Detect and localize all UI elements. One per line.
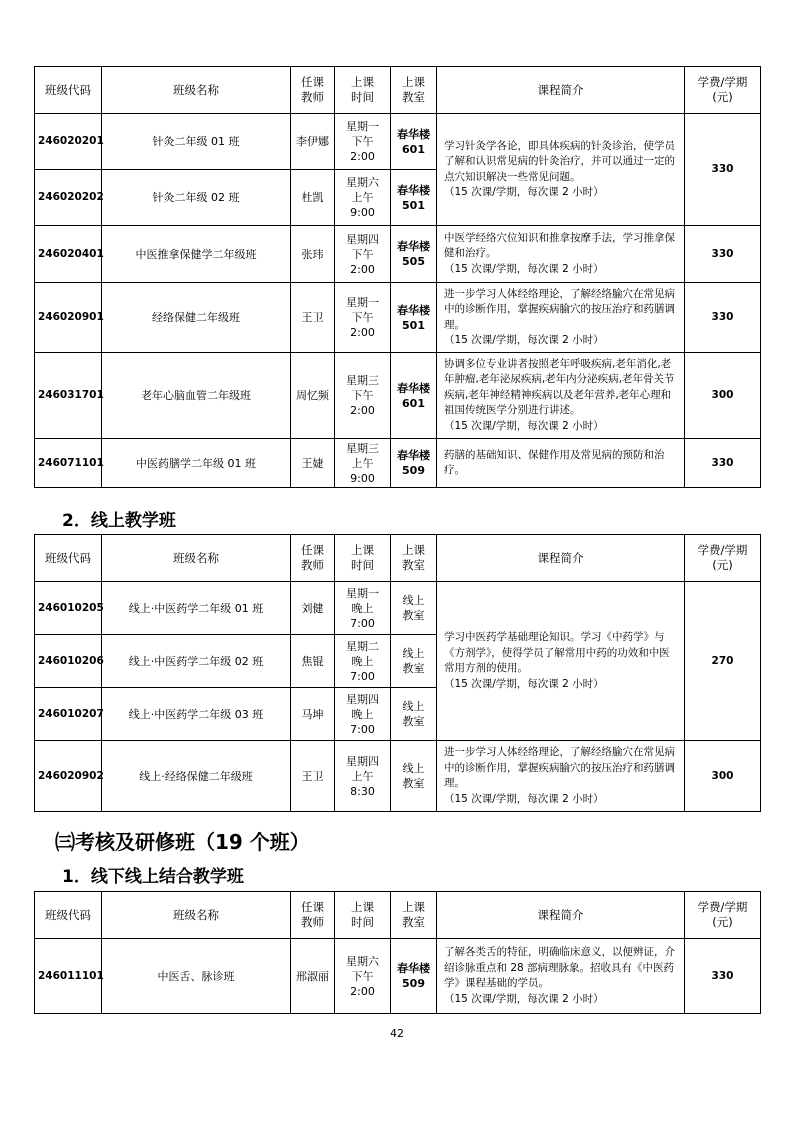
- class-table-online: [34, 534, 761, 812]
- tuition-fee: 300: [685, 741, 761, 812]
- tuition-fee: 270: [685, 582, 761, 741]
- class-code: 246010207: [35, 688, 102, 741]
- table-header-row: [35, 535, 761, 582]
- header-name: 班级名称: [102, 67, 291, 114]
- class-name: 线上·中医药学二年级 03 班: [102, 688, 291, 741]
- class-name: 中医推拿保健学二年级班: [102, 226, 291, 283]
- header-teacher: 任课 教师: [291, 67, 335, 114]
- header-intro: 课程简介: [437, 892, 685, 939]
- classroom: 线上 教室: [391, 582, 437, 635]
- classroom: 春华楼 601: [391, 353, 437, 439]
- class-name: 经络保健二年级班: [102, 283, 291, 353]
- class-code: 246020202: [35, 170, 102, 226]
- teacher: 周忆频: [291, 353, 335, 439]
- class-code: 246010206: [35, 635, 102, 688]
- header-fee: 学费/学期 (元): [685, 892, 761, 939]
- course-intro: 进一步学习人体经络理论，了解经络腧穴在常见病中的诊断作用，掌握疾病腧穴的按压治疗和药膳调理。 （15 次课/学期，每次课 2 小时）: [437, 741, 685, 812]
- classroom: 春华楼 501: [391, 283, 437, 353]
- header-time: 上课 时间: [335, 535, 391, 582]
- header-fee: 学费/学期 (元): [685, 67, 761, 114]
- class-code: 246011101: [35, 939, 102, 1014]
- classroom: 线上 教室: [391, 688, 437, 741]
- class-code: 246031701: [35, 353, 102, 439]
- header-code: 班级代码: [35, 67, 102, 114]
- table-row: [35, 353, 761, 439]
- teacher: 王卫: [291, 283, 335, 353]
- class-name: 老年心脑血管二年级班: [102, 353, 291, 439]
- table-row: [35, 114, 761, 170]
- class-table-mixed: [34, 891, 761, 1014]
- section-heading-online: 2．线上教学班: [62, 511, 176, 531]
- class-time: 星期一 下午 2:00: [335, 114, 391, 170]
- header-teacher: 任课 教师: [291, 892, 335, 939]
- table-row: [35, 939, 761, 1014]
- course-intro: 药膳的基础知识、保健作用及常见病的预防和治疗。: [437, 439, 685, 488]
- course-intro: 进一步学习人体经络理论，了解经络腧穴在常见病中的诊断作用，掌握疾病腧穴的按压治疗和药膳调理。 （15 次课/学期，每次课 2 小时）: [437, 283, 685, 353]
- tuition-fee: 300: [685, 353, 761, 439]
- header-intro: 课程简介: [437, 67, 685, 114]
- class-name: 中医舌、脉诊班: [102, 939, 291, 1014]
- teacher: 张玮: [291, 226, 335, 283]
- class-time: 星期四 晚上 7:00: [335, 688, 391, 741]
- page-number: 42: [390, 1027, 404, 1040]
- table-header-row: [35, 892, 761, 939]
- class-time: 星期一 晚上 7:00: [335, 582, 391, 635]
- classroom: 春华楼 501: [391, 170, 437, 226]
- tuition-fee: 330: [685, 283, 761, 353]
- teacher: 马坤: [291, 688, 335, 741]
- header-code: 班级代码: [35, 535, 102, 582]
- class-time: 星期六 下午 2:00: [335, 939, 391, 1014]
- course-intro: 学习针灸学各论，即具体疾病的针灸诊治，使学员了解和认识常见病的针灸治疗，并可以通过一定的点穴知识解决一些常见问题。 （15 次课/学期，每次课 2 小时）: [437, 114, 685, 226]
- section-heading-mixed: 1．线下线上结合教学班: [62, 867, 244, 887]
- class-time: 星期一 下午 2:00: [335, 283, 391, 353]
- tuition-fee: 330: [685, 439, 761, 488]
- header-time: 上课 时间: [335, 892, 391, 939]
- teacher: 邢淑丽: [291, 939, 335, 1014]
- header-fee: 学费/学期 (元): [685, 535, 761, 582]
- class-name: 针灸二年级 01 班: [102, 114, 291, 170]
- teacher: 杜凯: [291, 170, 335, 226]
- header-intro: 课程简介: [437, 535, 685, 582]
- class-table-offline: [34, 66, 761, 488]
- class-code: 246071101: [35, 439, 102, 488]
- course-intro: 协调多位专业讲者按照老年呼吸疾病,老年消化,老年肿瘤,老年泌尿疾病,老年内分泌疾病,老年骨关节疾病,老年神经精神疾病以及老年营养,老年心理和祖国传统医学分别进行讲述。 （15 次课/学期，每次课 2 小时）: [437, 353, 685, 439]
- header-name: 班级名称: [102, 892, 291, 939]
- teacher: 李伊娜: [291, 114, 335, 170]
- class-code: 246020201: [35, 114, 102, 170]
- tuition-fee: 330: [685, 114, 761, 226]
- class-name: 针灸二年级 02 班: [102, 170, 291, 226]
- header-code: 班级代码: [35, 892, 102, 939]
- class-time: 星期三 上午 9:00: [335, 439, 391, 488]
- teacher: 王卫: [291, 741, 335, 812]
- class-name: 线上·中医药学二年级 01 班: [102, 582, 291, 635]
- class-name: 中医药膳学二年级 01 班: [102, 439, 291, 488]
- table-row: [35, 741, 761, 812]
- header-room: 上课 教室: [391, 67, 437, 114]
- classroom: 线上 教室: [391, 635, 437, 688]
- header-room: 上课 教室: [391, 535, 437, 582]
- class-code: 246020901: [35, 283, 102, 353]
- class-code: 246020902: [35, 741, 102, 812]
- teacher: 焦锟: [291, 635, 335, 688]
- class-time: 星期四 下午 2:00: [335, 226, 391, 283]
- course-intro: 了解各类舌的特征，明确临床意义，以便辨证，介绍诊脉重点和 28 部病理脉象。招收具有《中医药学》课程基础的学员。 （15 次课/学期，每次课 2 小时）: [437, 939, 685, 1014]
- header-room: 上课 教室: [391, 892, 437, 939]
- course-intro: 中医学经络穴位知识和推拿按摩手法，学习推拿保健和治疗。 （15 次课/学期，每次课 2 小时）: [437, 226, 685, 283]
- table-header-row: [35, 67, 761, 114]
- table-row: [35, 582, 761, 635]
- table-row: [35, 226, 761, 283]
- class-time: 星期三 下午 2:00: [335, 353, 391, 439]
- class-code: 246010205: [35, 582, 102, 635]
- classroom: 春华楼 601: [391, 114, 437, 170]
- class-time: 星期六 上午 9:00: [335, 170, 391, 226]
- header-name: 班级名称: [102, 535, 291, 582]
- tuition-fee: 330: [685, 226, 761, 283]
- classroom: 春华楼 509: [391, 939, 437, 1014]
- tuition-fee: 330: [685, 939, 761, 1014]
- class-code: 246020401: [35, 226, 102, 283]
- class-name: 线上·经络保健二年级班: [102, 741, 291, 812]
- table-row: [35, 439, 761, 488]
- teacher: 刘健: [291, 582, 335, 635]
- teacher: 王婕: [291, 439, 335, 488]
- header-teacher: 任课 教师: [291, 535, 335, 582]
- class-name: 线上·中医药学二年级 02 班: [102, 635, 291, 688]
- class-time: 星期四 上午 8:30: [335, 741, 391, 812]
- section-heading-exam: ㈢考核及研修班（19 个班）: [55, 830, 310, 854]
- table-row: [35, 283, 761, 353]
- classroom: 线上 教室: [391, 741, 437, 812]
- classroom: 春华楼 509: [391, 439, 437, 488]
- header-time: 上课 时间: [335, 67, 391, 114]
- class-time: 星期二 晚上 7:00: [335, 635, 391, 688]
- classroom: 春华楼 505: [391, 226, 437, 283]
- course-intro: 学习中医药学基础理论知识。学习《中药学》与《方剂学》，使得学员了解常用中药的功效和中医常用方剂的使用。 （15 次课/学期，每次课 2 小时）: [437, 582, 685, 741]
